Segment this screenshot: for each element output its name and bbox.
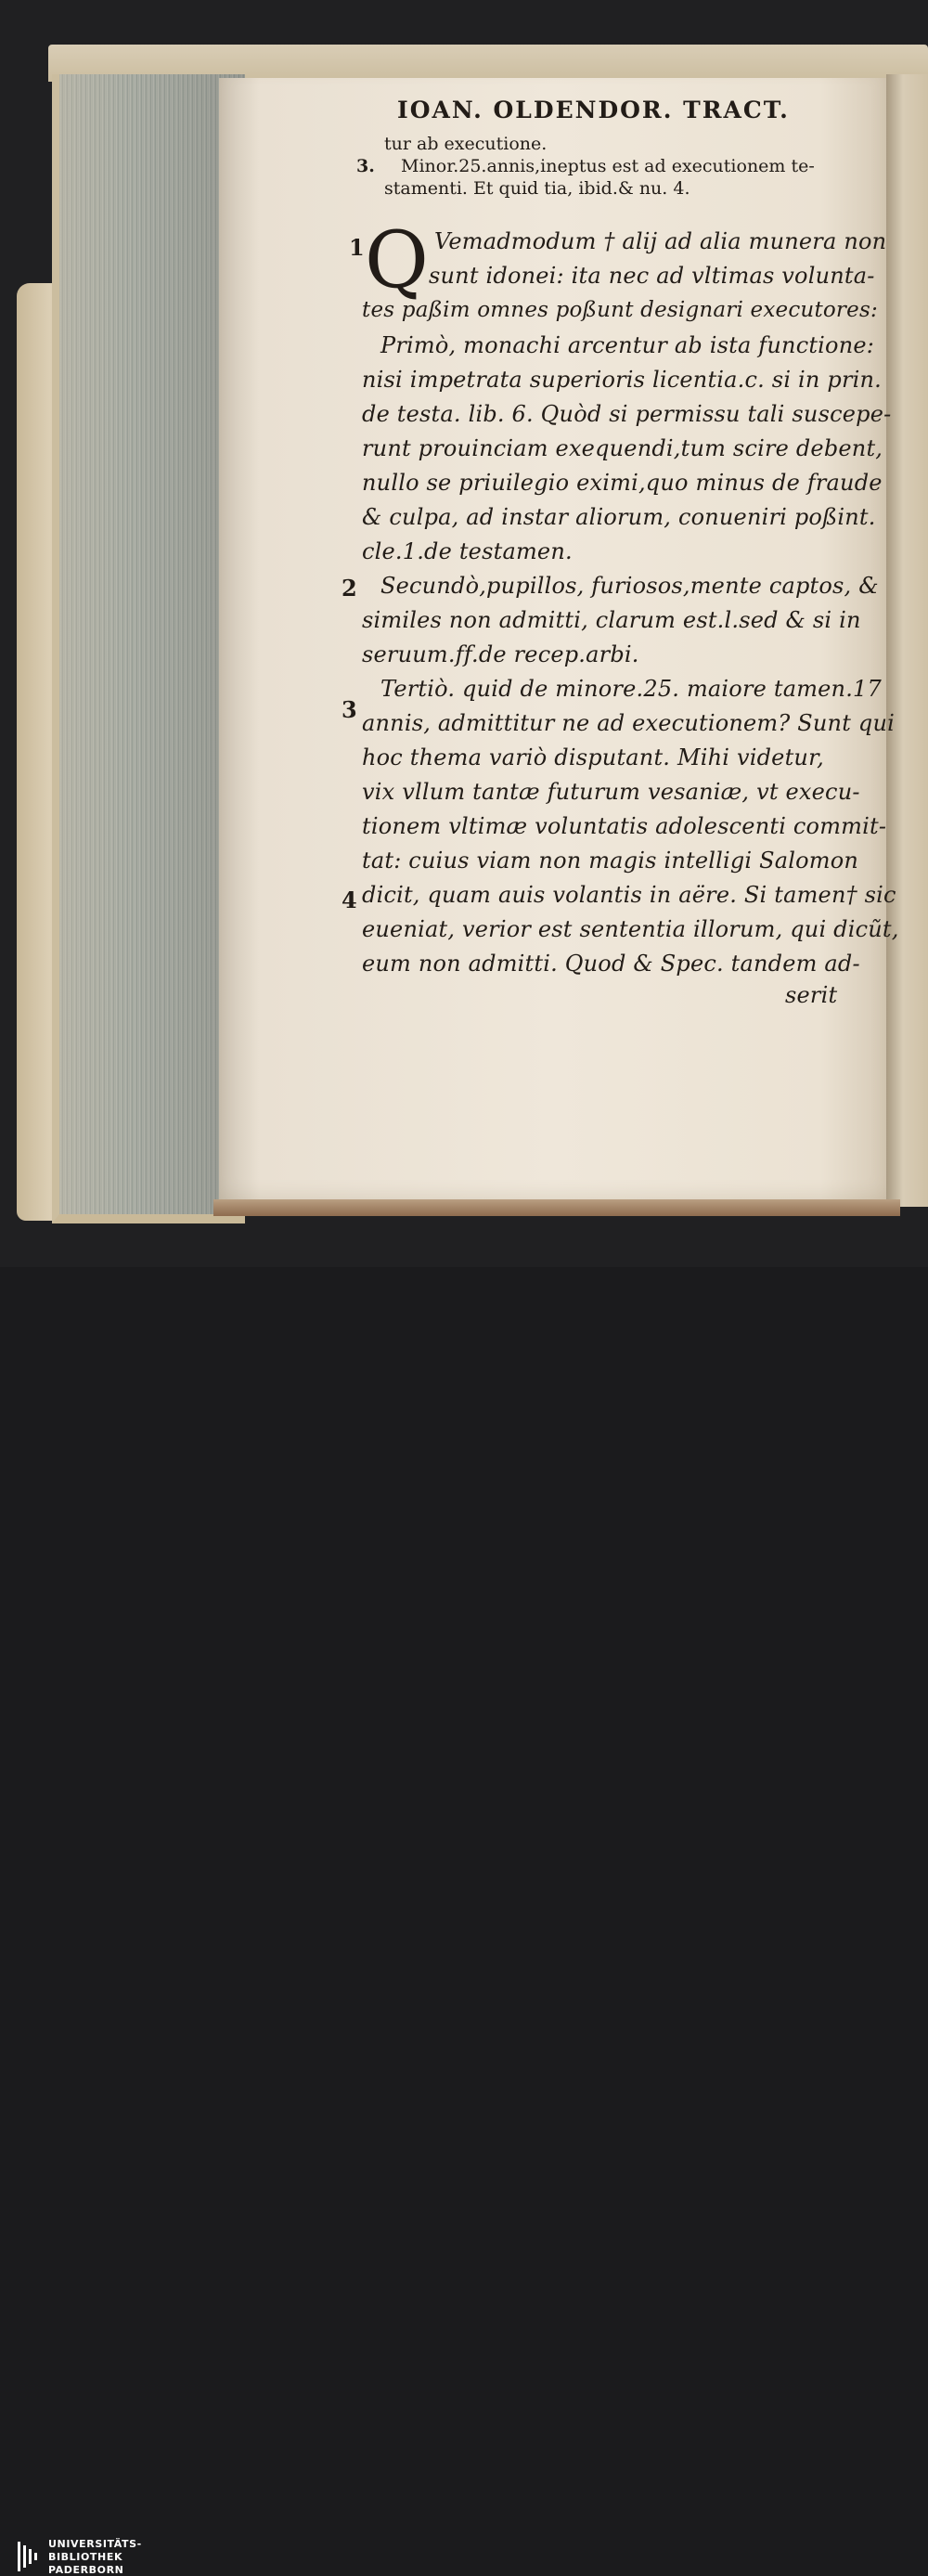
text-line: cle.1.de testamen.	[362, 538, 573, 564]
text-line: Primò, monachi arcentur ab ista functione:	[380, 332, 875, 358]
text-line: dicit, quam auis volantis in aëre. Si tamen† sic	[362, 882, 896, 908]
text-line: & culpa, ad instar aliorum, conueniri poßint.	[362, 504, 876, 530]
text-line: tat: cuius viam non magis intelligi Salomon	[362, 848, 859, 874]
margin-number: 2	[342, 575, 357, 602]
margin-number: 3	[342, 696, 357, 723]
margin-number: 4	[342, 887, 357, 913]
summary-marker: 3.	[356, 156, 375, 176]
library-name-line: PADERBORN	[48, 2564, 124, 2576]
text-line: Secundò,pupillos, furiosos,mente captos, &	[380, 573, 879, 599]
text-line: tionem vltimæ voluntatis adolescenti commit-	[362, 813, 887, 839]
text-line: eueniat, verior est sententia illorum, qui dicũt,	[362, 916, 899, 942]
text-line: hoc thema variò disputant. Mihi videtur,	[362, 744, 824, 770]
text-line: tes paßim omnes poßunt designari executores:	[362, 298, 878, 322]
library-name-line: BIBLIOTHEK	[48, 2551, 123, 2563]
catchword: serit	[785, 982, 838, 1008]
summary-line: Minor.25.annis,ineptus est ad executionem te-	[401, 156, 815, 176]
text-line: annis, admittitur ne ad executionem? Sunt qui	[362, 710, 895, 736]
summary-line: stamenti. Et quid tia, ibid.& nu. 4.	[384, 178, 690, 199]
text-line: similes non admitti, clarum est.l.sed & si in	[362, 607, 861, 633]
page-text	[0, 0, 928, 1267]
drop-cap: Q	[365, 214, 429, 305]
footer-bar	[0, 1267, 928, 2576]
text-line: nisi impetrata superioris licentia.c. si in prin.	[362, 367, 882, 393]
text-line: eum non admitti. Quod & Spec. tandem ad-	[362, 951, 860, 977]
university-library-logo-icon	[17, 2541, 39, 2572]
text-line: seruum.ff.de recep.arbi.	[362, 641, 639, 667]
library-name-line: UNIVERSITÄTS-	[48, 2538, 142, 2550]
book-scan	[0, 0, 928, 1267]
margin-number: 1	[349, 234, 365, 261]
text-line: sunt idonei: ita nec ad vltimas volunta-	[429, 263, 875, 289]
text-line: vix vllum tantæ futurum vesaniæ, vt execu-	[362, 779, 860, 805]
text-line: Vemadmodum † alij ad alia munera non	[434, 228, 887, 254]
summary-line: tur ab executione.	[384, 134, 548, 154]
text-line: nullo se priuilegio eximi,quo minus de fraude	[362, 470, 883, 496]
running-head: IOAN. OLDENDOR. TRACT.	[397, 97, 790, 123]
text-line: runt prouinciam exequendi,tum scire debent,	[362, 435, 883, 461]
text-line: Tertiò. quid de minore.25. maiore tamen.17	[380, 676, 882, 702]
text-line: de testa. lib. 6. Quòd si permissu tali suscepe-	[362, 401, 892, 427]
